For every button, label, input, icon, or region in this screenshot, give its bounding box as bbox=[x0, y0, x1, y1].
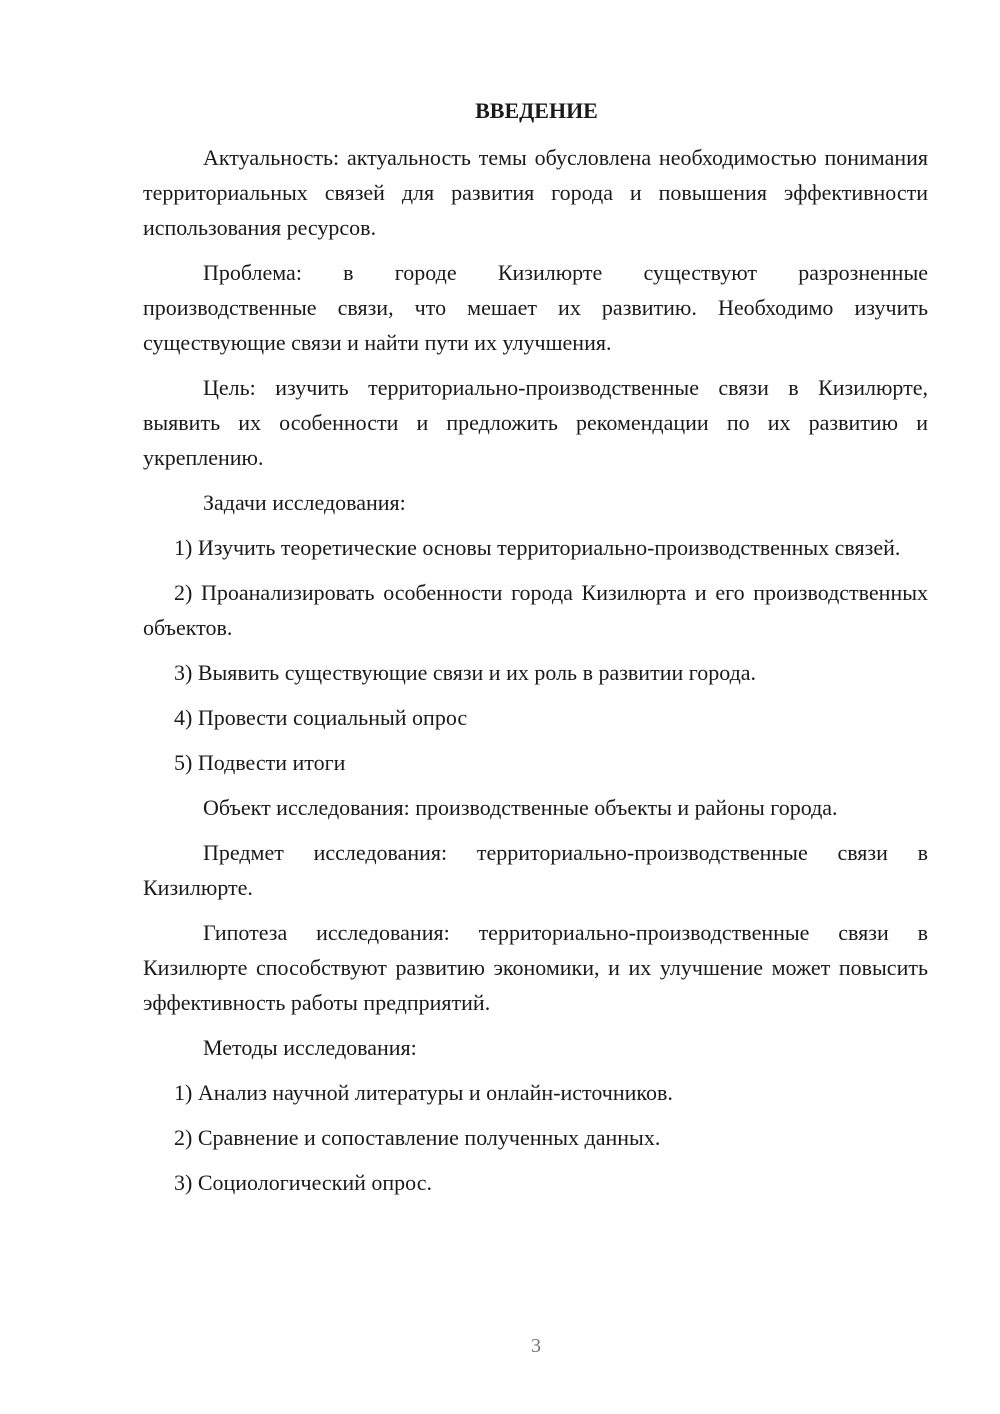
object-paragraph: Объект исследования: производственные объекты и районы города. bbox=[203, 795, 838, 820]
method-item: 2) Сравнение и сопоставление полученных данных. bbox=[174, 1125, 661, 1150]
task-item: 3) Выявить существующие связи и их роль в развитии города. bbox=[174, 660, 757, 685]
page-number: 3 bbox=[531, 1335, 541, 1357]
section-heading: ВВЕДЕНИЕ bbox=[475, 98, 598, 123]
relevance-paragraph: Актуальность: актуальность темы обусловлена необходимостью понимания территориальных связей для развития города и повышения эффективности использования ресурсов. bbox=[143, 145, 928, 240]
task-item: 1) Изучить теоретические основы территориально-производственных связей. bbox=[174, 535, 901, 560]
method-item: 3) Социологический опрос. bbox=[174, 1170, 432, 1195]
page-content bbox=[143, 96, 928, 1210]
goal-paragraph: Цель: изучить территориально-производственные связи в Кизилюрте, выявить их особенности и предложить рекомендации по их развитию и укреплению. bbox=[143, 375, 928, 470]
task-item: 2) Проанализировать особенности города Кизилюрта и его производственных объектов. bbox=[143, 580, 928, 640]
tasks-title: Задачи исследования: bbox=[203, 490, 406, 515]
method-item: 1) Анализ научной литературы и онлайн-источников. bbox=[174, 1080, 673, 1105]
problem-paragraph: Проблема: в городе Кизилюрте существуют разрозненные производственные связи, что мешает их развитию. Необходимо изучить существующие связи и найти пути их улучшения. bbox=[143, 260, 928, 355]
hypothesis-paragraph: Гипотеза исследования: территориально-производственные связи в Кизилюрте способствуют развитию экономики, и их улучшение может повысить эффективность работы предприятий. bbox=[143, 920, 928, 1015]
methods-title: Методы исследования: bbox=[203, 1035, 417, 1060]
task-item: 5) Подвести итоги bbox=[174, 750, 346, 775]
task-item: 4) Провести социальный опрос bbox=[174, 705, 468, 730]
subject-paragraph: Предмет исследования: территориально-производственные связи в Кизилюрте. bbox=[143, 840, 928, 900]
